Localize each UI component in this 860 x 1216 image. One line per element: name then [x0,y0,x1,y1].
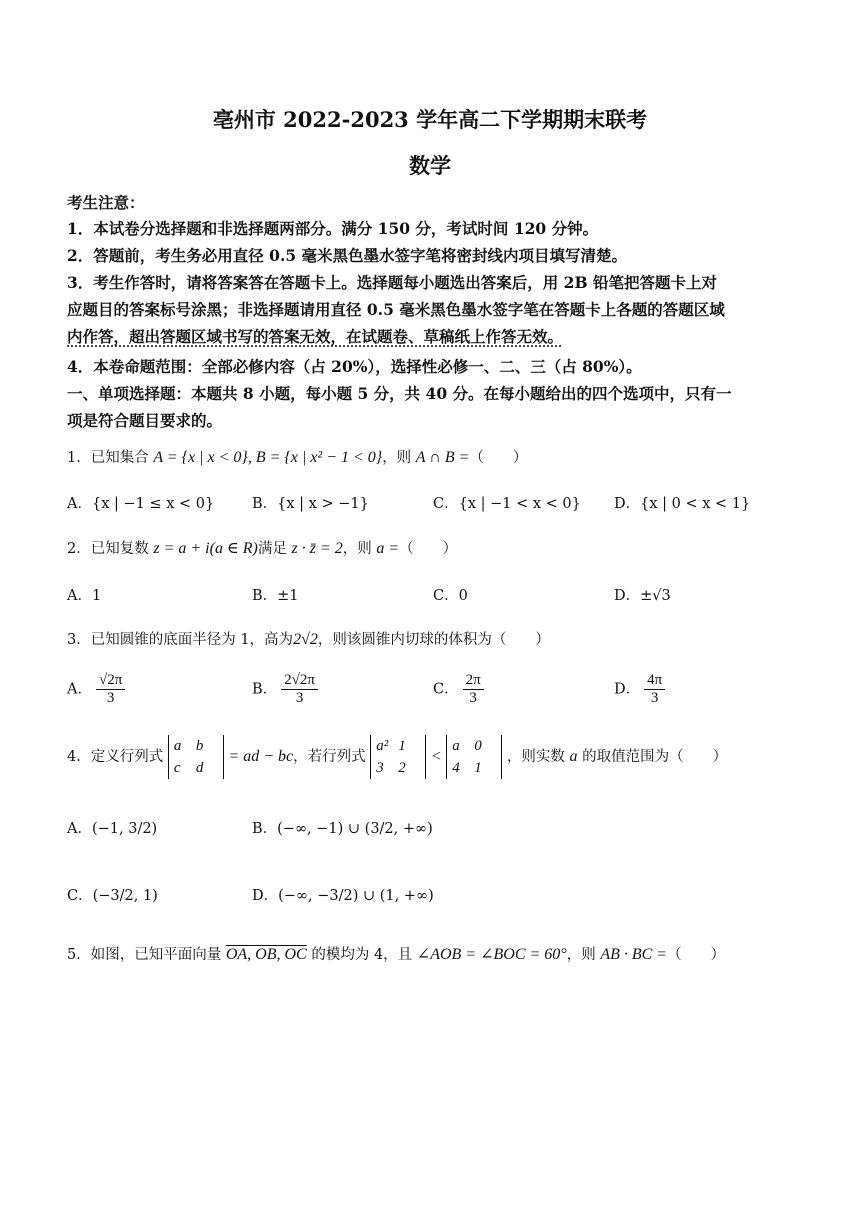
q5-paren: （ ） [667,947,726,963]
q1-option-a: A．{x | −1 ≤ x < 0} [67,496,215,512]
denominator: 3 [106,690,115,706]
q4-option-d: D．(−∞, −3/2) ∪ (1, +∞) [252,888,434,904]
q2-condition: z · z̄ = 2 [291,540,343,557]
note-3-end: 内作答，超出答题区域书写的答案无效，在试题卷、草稿纸上作答无效。 [67,327,564,346]
question-5-stem [67,943,725,964]
q4-option-c: C．(−3/2, 1) [67,888,158,904]
q3-option-c-letter: C． [433,681,459,698]
denominator: 3 [650,690,659,706]
q3-option-c [433,672,488,707]
q2-text: 2．已知复数 [67,541,154,557]
det-cell: 0 [474,738,482,754]
q5-text3: ，则 [566,947,601,963]
q3-option-b-letter: B． [252,681,278,698]
q5-angles: ∠AOB = ∠BOC = 60° [416,946,567,963]
det-cell: a [173,738,182,754]
det-cell: 2 [398,760,406,776]
det-cell: c [173,760,181,776]
q2-option-c: C．0 [433,588,468,604]
note-2: 2．答题前，考生务必用直径 0.5 毫米黑色墨水签字笔将密封线内项目填写清楚。 [67,246,628,265]
q1-option-b: B．{x | x > −1} [252,496,369,512]
q3-text2: ，则该圆锥内切球的体积为（ ） [317,632,550,648]
q1-paren: （ ） [469,450,528,466]
note-3: 3．考生作答时，请将答案答在答题卡上。选择题每小题选出答案后，用 2B 铅笔把答题卡上对 [67,273,717,292]
det-cell: 4 [452,760,460,776]
question-2-stem [67,537,457,558]
q1-option-c: C．{x | −1 < x < 0} [433,496,581,512]
q1-option-d: D．{x | 0 < x < 1} [614,496,751,512]
q2-unknown: a = [376,540,400,557]
section-heading: 一、单项选择题：本题共 8 小题，每小题 5 分，共 40 分。在每小题给出的四个选项中，只有一 [67,384,732,403]
q5-dot-product: AB · BC = [600,946,668,963]
question-1-stem [67,446,527,467]
exam-title: 亳州市 2022-2023 学年高二下学期期末联考 [212,107,648,132]
q2-option-b: B．±1 [252,588,299,604]
less-than: < [430,748,442,765]
numerator: √2π [96,672,125,690]
q3-option-a-letter: A． [67,681,92,698]
q2-option-a: A．1 [67,588,102,604]
note-1: 1．本试卷分选择题和非选择题两部分。满分 150 分，考试时间 120 分钟。 [67,219,599,238]
q4-text4: 的取值范围为（ ） [577,749,728,765]
q3-option-b-fraction [281,672,318,707]
subject-title: 数学 [409,153,451,178]
q3-option-a-fraction [96,672,125,707]
q4-option-b: B．(−∞, −1) ∪ (3/2, +∞) [252,821,433,837]
determinant-left [370,735,426,779]
q4-text3: ，则实数 [506,749,570,765]
det-cell: 1 [474,760,482,776]
q2-option-d: D．±√3 [614,588,671,604]
numerator: 2√2π [281,672,318,690]
question-4-stem [67,735,727,779]
q3-height: 2√2 [293,631,318,648]
det-cell: a² [376,738,389,754]
denominator: 3 [469,690,477,706]
q3-option-b [252,672,322,707]
note-4: 4．本卷命题范围：全部必修内容（占 20%），选择性必修一、二、三（占 80%）。 [67,357,642,376]
q1-text: 1．已知集合 [67,450,154,466]
q2-paren: （ ） [399,541,458,557]
det-cell: 1 [398,738,406,754]
notes-heading: 考生注意： [67,193,145,212]
det-cell: a [452,738,460,754]
numerator: 4π [644,672,665,690]
q1-sets: A = {x | x < 0}, B = {x | x² − 1 < 0} [153,449,383,466]
det-cell: 3 [376,760,384,776]
q4-text: 4．定义行列式 [67,749,164,765]
determinant-abcd [168,735,224,779]
q4-variable: a [569,748,578,765]
denominator: 3 [295,690,304,706]
determinant-right [446,735,502,779]
q2-complex: z = a + i(a ∈ R) [153,540,258,557]
q4-option-a: A．(−1, 3/2) [67,821,158,837]
q3-option-a [67,672,129,707]
det-cell: d [195,760,204,776]
q1-expr: A ∩ B = [415,449,470,466]
q2-text2: 满足 [257,541,292,557]
question-3-stem [67,628,550,649]
q3-text: 3．已知圆锥的底面半径为 1，高为 [67,632,294,648]
q3-option-d-letter: D． [614,681,641,698]
numerator: 2π [463,672,484,690]
section-heading-cont: 项是符合题目要求的。 [67,411,223,430]
q4-text2: ，若行列式 [293,749,366,765]
q2-text3: ，则 [342,541,377,557]
det-cell: b [195,738,204,754]
q1-text2: ，则 [382,450,416,466]
q3-option-d [614,672,669,707]
q3-option-c-fraction [463,672,484,707]
note-3-cont: 应题目的答案标号涂黑；非选择题请用直径 0.5 毫米黑色墨水签字笔在答题卡上各题的答题区域 [67,300,725,319]
q4-definition: = ad − bc [228,748,294,765]
q3-option-d-fraction [644,672,665,707]
q5-text2: 的模均为 4，且 [306,947,417,963]
q5-vectors: OA, OB, OC [225,946,307,963]
q5-text: 5．如图，已知平面向量 [67,947,226,963]
